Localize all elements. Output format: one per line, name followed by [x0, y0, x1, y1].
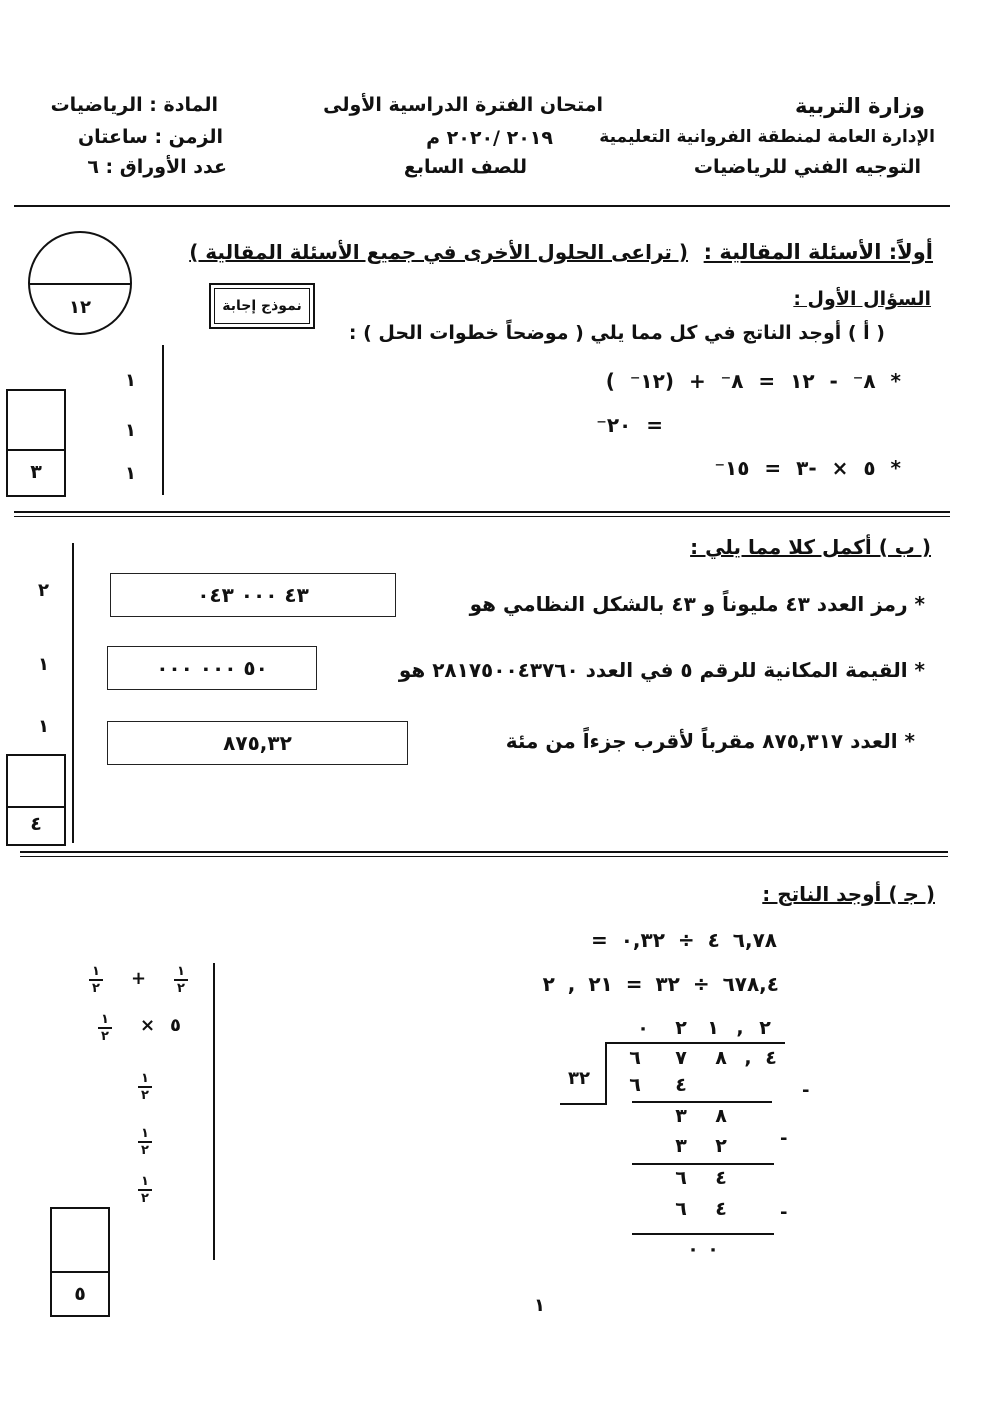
- exam-title: امتحان الفترة الدراسية الأولى: [323, 94, 603, 116]
- remainder-digit: ٠: [687, 1238, 699, 1260]
- time-label: الزمن : ساعتان: [77, 126, 223, 148]
- part-c-line1: ٦,٧٨ ٤ ÷ ٠,٣٢ =: [590, 928, 777, 952]
- part-c-mark-5: ١ ٢: [138, 1175, 152, 1205]
- total-score-value: ١٢: [69, 297, 91, 318]
- section-title: أولاً: الأسئلة المقالية :: [703, 240, 933, 264]
- part-b-score: ٤: [30, 813, 42, 835]
- header-divider: [14, 205, 950, 207]
- exam-grade: للصف السابع: [403, 156, 527, 178]
- part-b-heading: ( ب ) أكمل كلا مما يلي :: [690, 535, 931, 559]
- part-a-margin-line: [162, 345, 164, 495]
- part-c-heading: ( ﺟ ) أوجد الناتج :: [762, 882, 935, 906]
- dividend-digit: ٨: [715, 1047, 727, 1069]
- dividend-digit: ٦: [629, 1047, 641, 1069]
- question-title: السؤال الأول :: [793, 288, 931, 310]
- step-digit: ٣: [675, 1105, 687, 1127]
- step-digit: ٦: [675, 1167, 687, 1189]
- part-b-margin-line: [72, 543, 74, 843]
- part-c-mark-1-right: ١ ٢: [174, 965, 188, 995]
- part-c-mark-3: ١ ٢: [138, 1072, 152, 1102]
- part-b-divider: [20, 851, 948, 853]
- quotient-digit: ٠: [637, 1017, 649, 1039]
- part-a-heading: ( ﺃ ) أوجد الناتج في كل مما يلي ( موضحاً خطوات الحل ) :: [348, 322, 885, 344]
- part-c-margin-line: [213, 963, 215, 1260]
- part-c-score: ٥: [74, 1283, 86, 1305]
- part-a-mark-2: ١: [125, 420, 136, 441]
- part-b-mark-1: ٢: [38, 580, 49, 601]
- step-digit: ٤: [675, 1074, 687, 1096]
- part-a-divider: [14, 511, 950, 513]
- divisor: ٣٢: [568, 1068, 590, 1089]
- part-b-item-2-answer: ٥٠ ٠٠٠ ٠٠٠: [107, 646, 317, 690]
- part-c-line2: ٦٧٨,٤ ÷ ٣٢ = ٢١ , ٢: [542, 972, 779, 996]
- quotient-digit: ٢: [759, 1017, 771, 1039]
- directorate-name: الإدارة العامة لمنطقة الفروانية التعليمية: [599, 127, 935, 147]
- step-digit: ٤: [715, 1167, 727, 1189]
- quotient-digit: ٢: [675, 1017, 687, 1039]
- section-note: ( تراعى الحلول الأخرى في جميع الأسئلة المقالية ): [189, 240, 688, 264]
- part-a-mark-1: ١: [125, 370, 136, 391]
- supervision-name: التوجيه الفني للرياضيات: [693, 156, 921, 178]
- remainder-digit: ٠: [707, 1238, 719, 1260]
- subject-label: المادة : الرياضيات: [50, 94, 218, 116]
- step-digit: ٣: [675, 1135, 687, 1157]
- step-digit: ٤: [715, 1198, 727, 1220]
- part-c-mark-2: ١ ٢: [98, 1013, 112, 1043]
- part-a-mark-3: ١: [125, 463, 136, 484]
- step-digit: ٢: [715, 1135, 727, 1157]
- quotient-digit: ١: [707, 1017, 719, 1039]
- part-c-mark-4: ١ ٢: [138, 1127, 152, 1157]
- part-a-score: ٣: [30, 461, 42, 483]
- part-a-line3: * ٥ × -٣ = ١٥⁻: [714, 456, 901, 480]
- part-b-mark-2: ١: [38, 654, 49, 675]
- dividend-digit: ٧: [675, 1047, 687, 1069]
- ministry-name: وزارة التربية: [794, 94, 925, 118]
- part-a-line1: * ٨⁻ - ١٢ = ٨⁻ + (١٢⁻ ): [605, 369, 901, 393]
- part-b-item-2-text: * القيمة المكانية للرقم ٥ في العدد ٢٨١٧٥٠٠٤٣٧٦٠ هو: [398, 658, 925, 682]
- quotient-digit: ,: [736, 1017, 744, 1039]
- part-c-mark-2-coef: ٥: [170, 1015, 181, 1036]
- exam-year: ٢٠١٩ /٢٠٢٠ م: [426, 127, 553, 149]
- dividend-digit: ٤: [765, 1047, 777, 1069]
- part-b-item-3-answer: ٨٧٥,٣٢: [107, 721, 408, 765]
- part-b-item-3-text: * العدد ٨٧٥,٣١٧ مقرباً لأقرب جزءاً من مئة: [505, 729, 915, 753]
- part-b-score-box: [6, 754, 66, 846]
- step-digit: ٦: [629, 1074, 641, 1096]
- page-number: ١: [534, 1295, 545, 1316]
- total-score-circle: [28, 231, 132, 335]
- part-b-mark-3: ١: [38, 716, 49, 737]
- step-digit: ٨: [715, 1105, 727, 1127]
- part-b-item-1-answer: ٤٣ ٠٠٠ ٠٤٣: [110, 573, 396, 617]
- part-c-mark-1-left: ١ ٢: [89, 965, 103, 995]
- pages-label: عدد الأوراق : ٦: [87, 156, 227, 178]
- part-c-score-box: [50, 1207, 110, 1317]
- step-digit: ٦: [675, 1198, 687, 1220]
- part-b-item-1-text: * رمز العدد ٤٣ مليوناً و ٤٣ بالشكل النظامي هو: [469, 592, 925, 616]
- part-a-score-box: [6, 389, 66, 497]
- model-answer-stamp: نموذج إجابة: [209, 283, 315, 329]
- part-a-line2: = ٢٠⁻: [596, 413, 663, 437]
- dividend-digit: ,: [744, 1047, 752, 1069]
